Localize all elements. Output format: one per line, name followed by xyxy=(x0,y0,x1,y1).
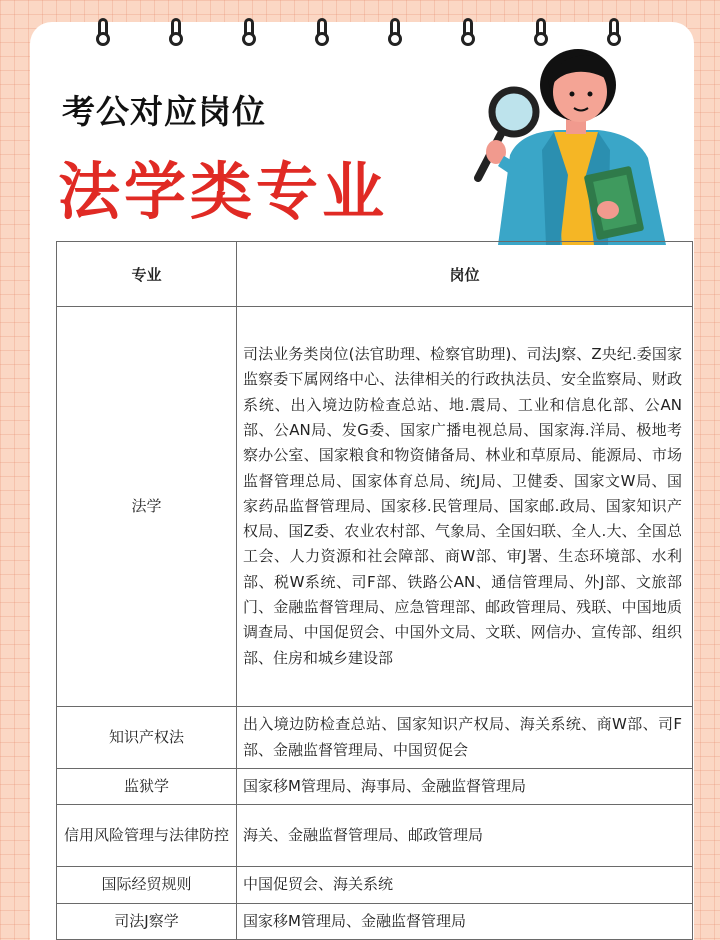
major-cell: 知识产权法 xyxy=(57,707,237,769)
major-cell: 司法J察学 xyxy=(57,903,237,939)
major-cell: 法学 xyxy=(57,307,237,707)
binder-ring xyxy=(240,18,258,48)
page-title: 法学类专业 xyxy=(58,155,389,228)
binder-ring xyxy=(167,18,185,48)
jobs-cell: 中国促贸会、海关系统 xyxy=(237,867,693,903)
majors-table xyxy=(56,241,693,940)
page-subtitle: 考公对应岗位 xyxy=(62,92,266,131)
jobs-cell: 司法业务类岗位(法官助理、检察官助理)、司法J察、Z央纪.委国家监察委下属网络中心、法律相关的行政执法员、安全监察局、财政系统、出入境边防检查总站、地.震局、工业和信息化部、公AN部、公AN局、发G委、国家广播电视总局、国家海.洋局、极地考察办公室、国家粮食和物资储备局、林业和草原局、能源局、市场监督管理总局、国家体育总局、统J局、卫健委、国家文W局、国家药品监督管理局、国家移.民管理局、国家邮.政局、国家知识产权局、国Z委、农业农村部、气象局、全国妇联、全人.大、全国总工会、人力资源和社会障部、商W部、审J署、生态环境部、水利部、税W系统、司F部、铁路公AN、通信管理局、外J部、文旅部门、金融监督管理局、应急管理部、邮政管理局、残联、中国地质调查局、中国促贸会、中国外文局、文联、网信办、宣传部、组织部、住房和城乡建设部 xyxy=(237,307,693,707)
major-cell: 国际经贸规则 xyxy=(57,867,237,903)
table-row xyxy=(57,307,693,707)
major-cell: 信用风险管理与法律防控 xyxy=(57,805,237,867)
table-row xyxy=(57,867,693,903)
column-header-jobs: 岗位 xyxy=(237,242,693,307)
jobs-cell: 海关、金融监督管理局、邮政管理局 xyxy=(237,805,693,867)
jobs-cell: 出入境边防检查总站、国家知识产权局、海关系统、商W部、司F部、金融监督管理局、中国贸促会 xyxy=(237,707,693,769)
column-header-major: 专业 xyxy=(57,242,237,307)
major-cell: 监狱学 xyxy=(57,769,237,805)
table-row xyxy=(57,805,693,867)
binder-ring xyxy=(313,18,331,48)
jobs-cell: 国家移M管理局、金融监督管理局 xyxy=(237,903,693,939)
table-row xyxy=(57,769,693,805)
person-with-magnifier-and-book-icon xyxy=(458,40,678,245)
table-row xyxy=(57,707,693,769)
jobs-cell: 国家移M管理局、海事局、金融监督管理局 xyxy=(237,769,693,805)
binder-ring xyxy=(94,18,112,48)
table-row xyxy=(57,903,693,939)
binder-ring xyxy=(386,18,404,48)
table-header-row xyxy=(57,242,693,307)
